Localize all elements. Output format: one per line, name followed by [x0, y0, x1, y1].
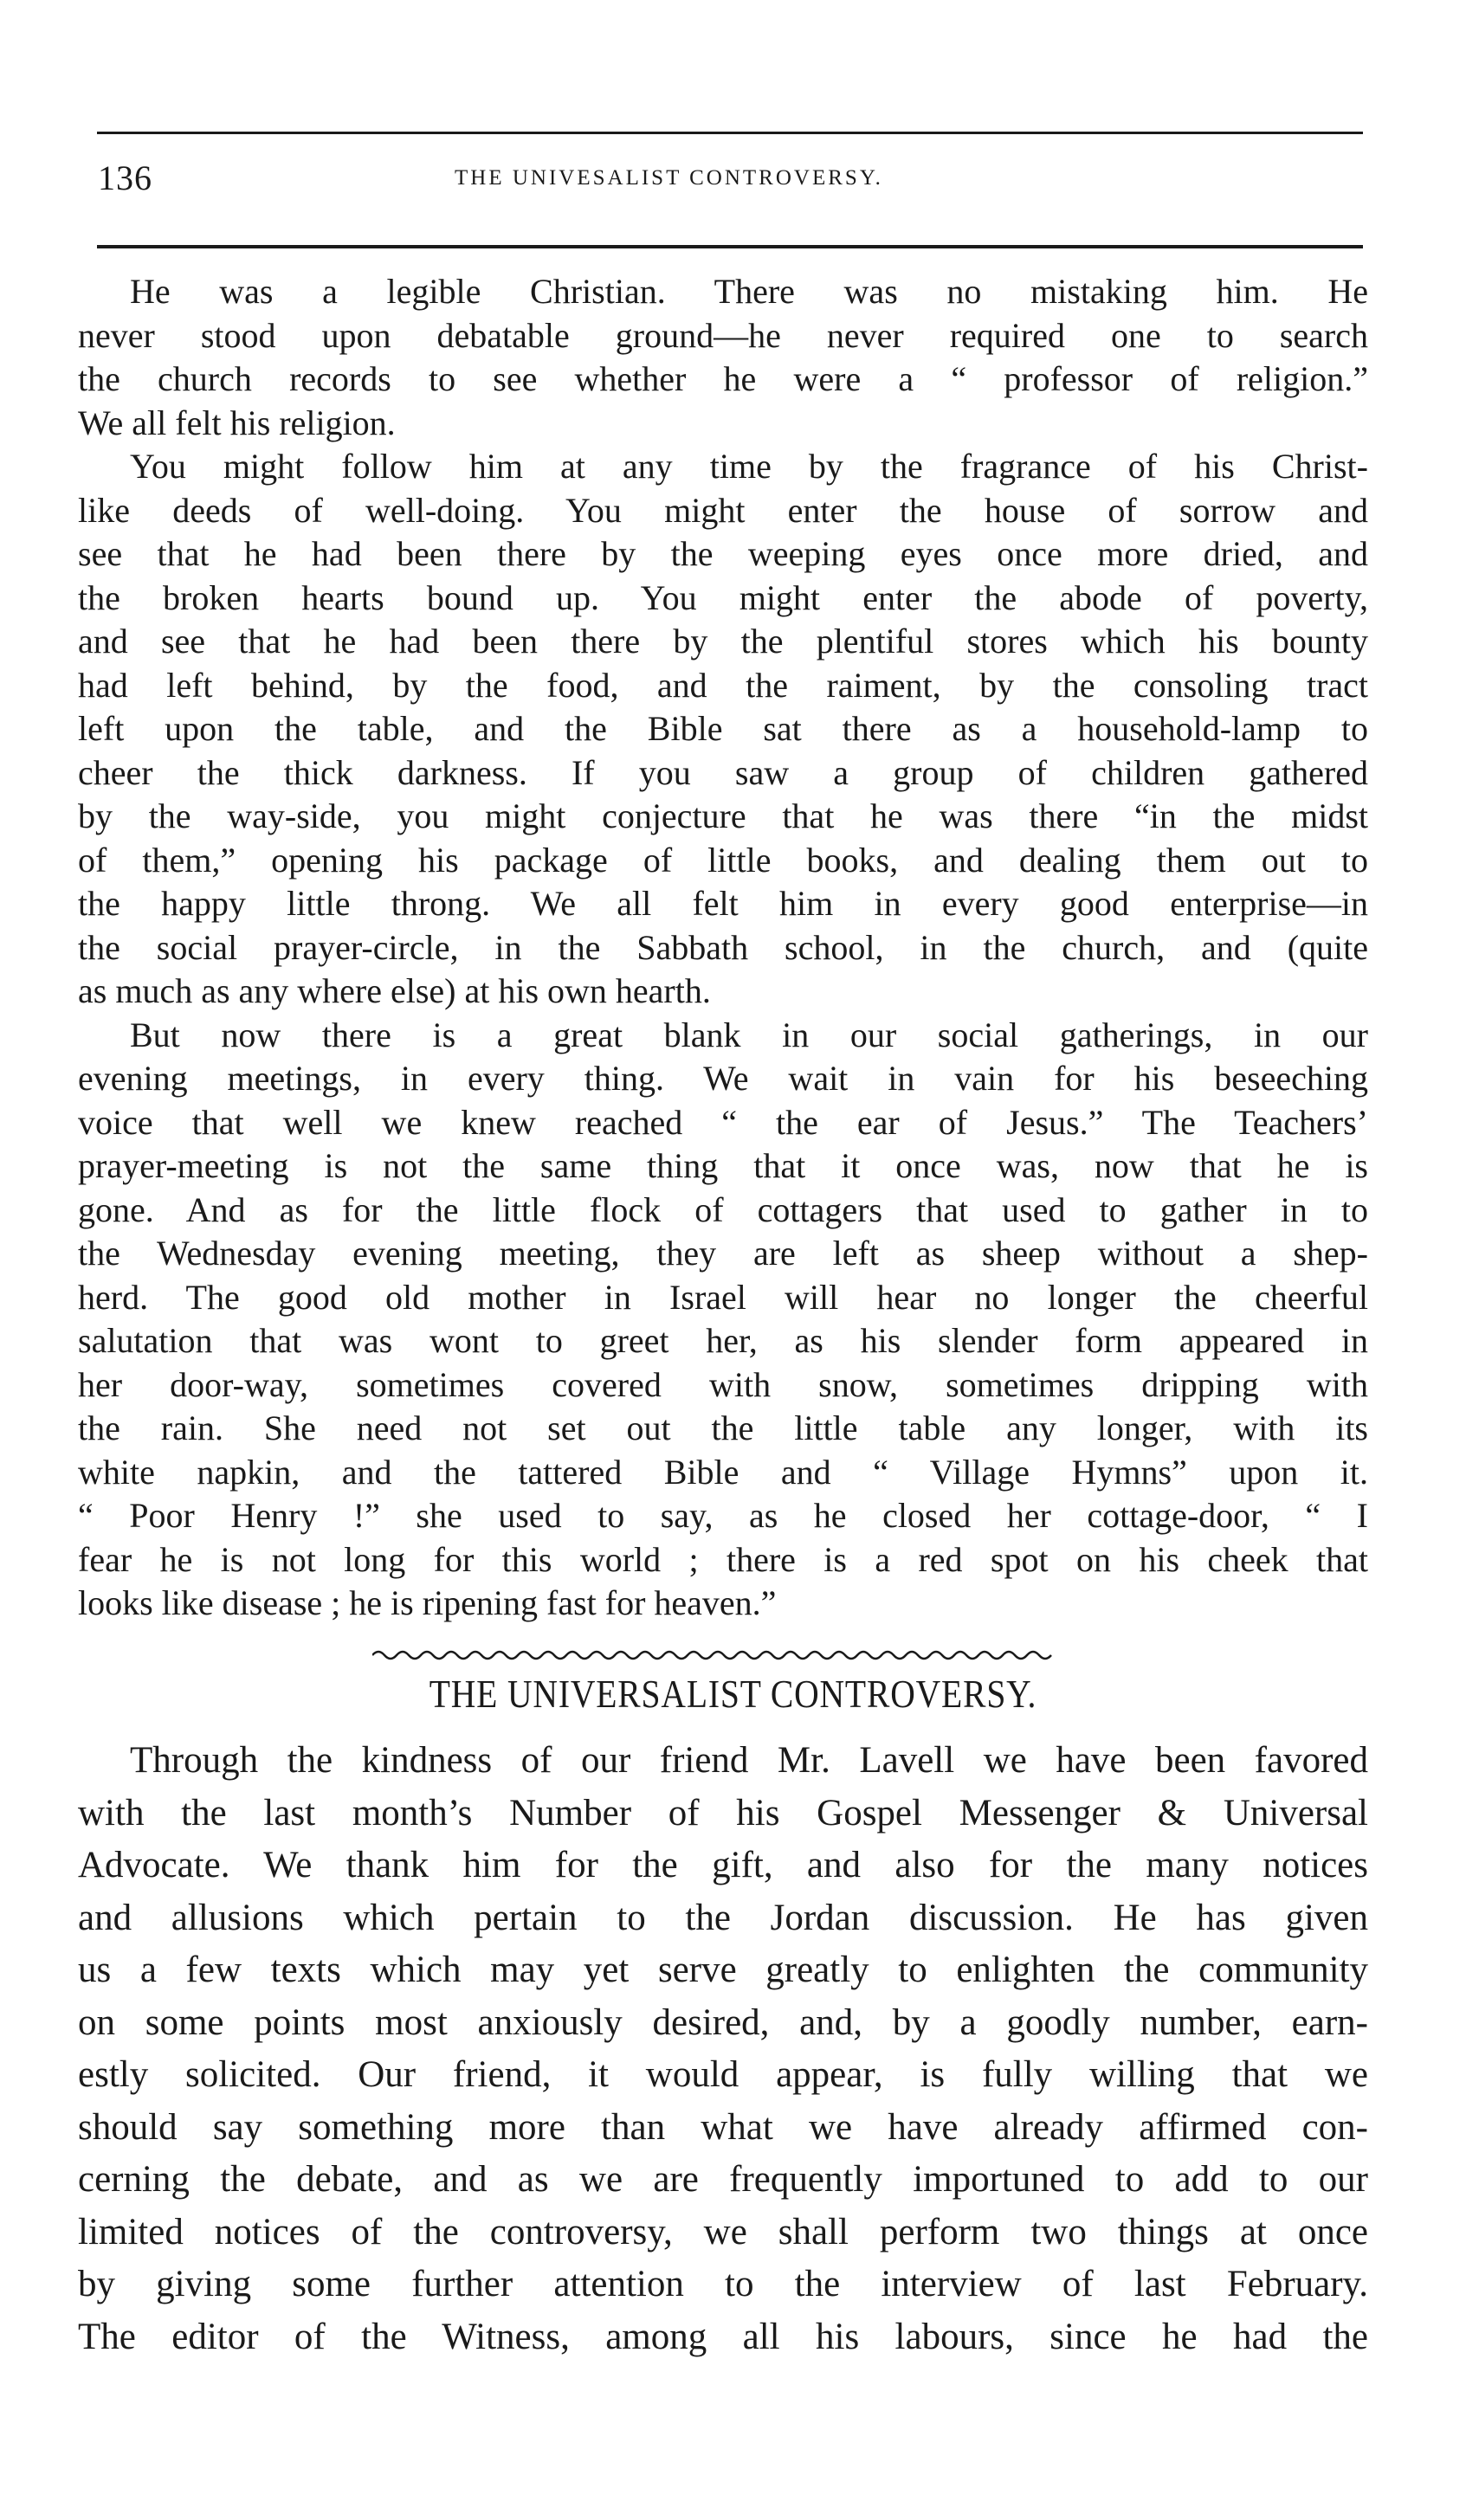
text-line: salutation that was wont to greet her, as his slender form appeared in — [78, 1321, 1368, 1360]
text-line: You might follow him at any time by the fragrance of his Christ- — [130, 447, 1368, 486]
text-line: Through the kindness of our friend Mr. Lavell we have been favored — [130, 1740, 1368, 1781]
text-line: the Wednesday evening meeting, they are left as sheep without a shep- — [78, 1234, 1368, 1273]
text-line: But now there is a great blank in our social gatherings, in our — [130, 1015, 1368, 1054]
text-line: evening meetings, in every thing. We wait in vain for his beseeching — [78, 1059, 1368, 1098]
text-line: gone. And as for the little flock of cottagers that used to gather in to — [78, 1189, 1368, 1229]
text-line: cerning the debate, and as we are frequently importuned to add to our — [78, 2159, 1368, 2200]
text-line: looks like disease ; he is ripening fast for heaven.” — [78, 1583, 777, 1622]
text-line: by giving some further attention to the interview of last February. — [78, 2264, 1368, 2304]
text-line: on some points most anxiously desired, and, by a goodly number, earn- — [78, 2001, 1368, 2043]
header-bottom-rule — [97, 245, 1363, 248]
first-passage — [78, 270, 1368, 1626]
text-line: left upon the table, and the Bible sat there as a household-lamp to — [78, 709, 1368, 748]
section-title: THE UNIVERSALIST CONTROVERSY. — [429, 1672, 1037, 1716]
text-line: by the way-side, you might conjecture that he was there “in the midst — [78, 796, 1368, 835]
text-line: prayer-meeting is not the same thing that it once was, now that he is — [78, 1146, 1368, 1185]
text-line: limited notices of the controversy, we shall perform two things at once — [78, 2211, 1368, 2253]
text-line: of them,” opening his package of little books, and dealing them out to — [78, 840, 1368, 880]
text-line: and see that he had been there by the plentiful stores which his bounty — [78, 622, 1368, 661]
text-line: cheer the thick darkness. If you saw a group of children gathered — [78, 752, 1368, 792]
text-line: with the last month’s Number of his Gospel Messenger & Universal — [78, 1792, 1368, 1834]
text-line: like deeds of well-doing. You might enter the house of sorrow and — [78, 490, 1368, 530]
wavy-divider — [372, 1647, 1056, 1664]
text-line: the social prayer-circle, in the Sabbath school, in the church, and (quite — [78, 927, 1368, 967]
text-line: us a few texts which may yet serve greatly to enlighten the community — [78, 1950, 1368, 1990]
text-line: had left behind, by the food, and the raiment, by the consoling tract — [78, 665, 1368, 705]
text-line: and allusions which pertain to the Jordan discussion. He has given — [78, 1897, 1368, 1938]
text-line: white napkin, and the tattered Bible and “ Village Hymns” upon it. — [78, 1452, 1368, 1492]
page-number: 136 — [98, 158, 152, 197]
wavy-divider-line — [372, 1652, 1051, 1659]
text-line: the church records to see whether he were a “ professor of religion.” — [78, 359, 1368, 398]
text-line: the happy little throng. We all felt him in every good enterprise—in — [78, 884, 1368, 923]
second-passage — [78, 1735, 1368, 2363]
text-line: as much as any where else) at his own hearth. — [78, 971, 711, 1010]
text-line: He was a legible Christian. There was no mistaking him. He — [130, 272, 1368, 311]
text-line: fear he is not long for this world ; there is a red spot on his cheek that — [78, 1539, 1368, 1579]
text-line: The editor of the Witness, among all his labours, since he had the — [78, 2316, 1368, 2357]
text-line: her door-way, sometimes covered with snow, sometimes dripping with — [78, 1364, 1368, 1404]
text-line: Advocate. We thank him for the gift, and also for the many notices — [78, 1845, 1368, 1885]
text-line: voice that well we knew reached “ the ear of Jesus.” The Teachers’ — [78, 1102, 1368, 1142]
text-line: herd. The good old mother in Israel will hear no longer the cheerful — [78, 1277, 1368, 1317]
running-head: THE UNIVESALIST CONTROVERSY. — [455, 166, 883, 190]
text-line: estly solicited. Our friend, it would appear, is fully willing that we — [78, 2054, 1368, 2095]
text-line: “ Poor Henry !” she used to say, as he closed her cottage-door, “ I — [78, 1496, 1368, 1535]
text-line: We all felt his religion. — [78, 403, 396, 442]
text-line: should say something more than what we have already affirmed con- — [78, 2106, 1368, 2148]
text-line: the broken hearts bound up. You might enter the abode of poverty, — [78, 577, 1368, 617]
text-line: the rain. She need not set out the little table any longer, with its — [78, 1408, 1368, 1447]
text-line: see that he had been there by the weeping eyes once more dried, and — [78, 534, 1368, 573]
header-top-rule — [97, 132, 1363, 134]
text-line: never stood upon debatable ground—he never required one to search — [78, 315, 1368, 355]
